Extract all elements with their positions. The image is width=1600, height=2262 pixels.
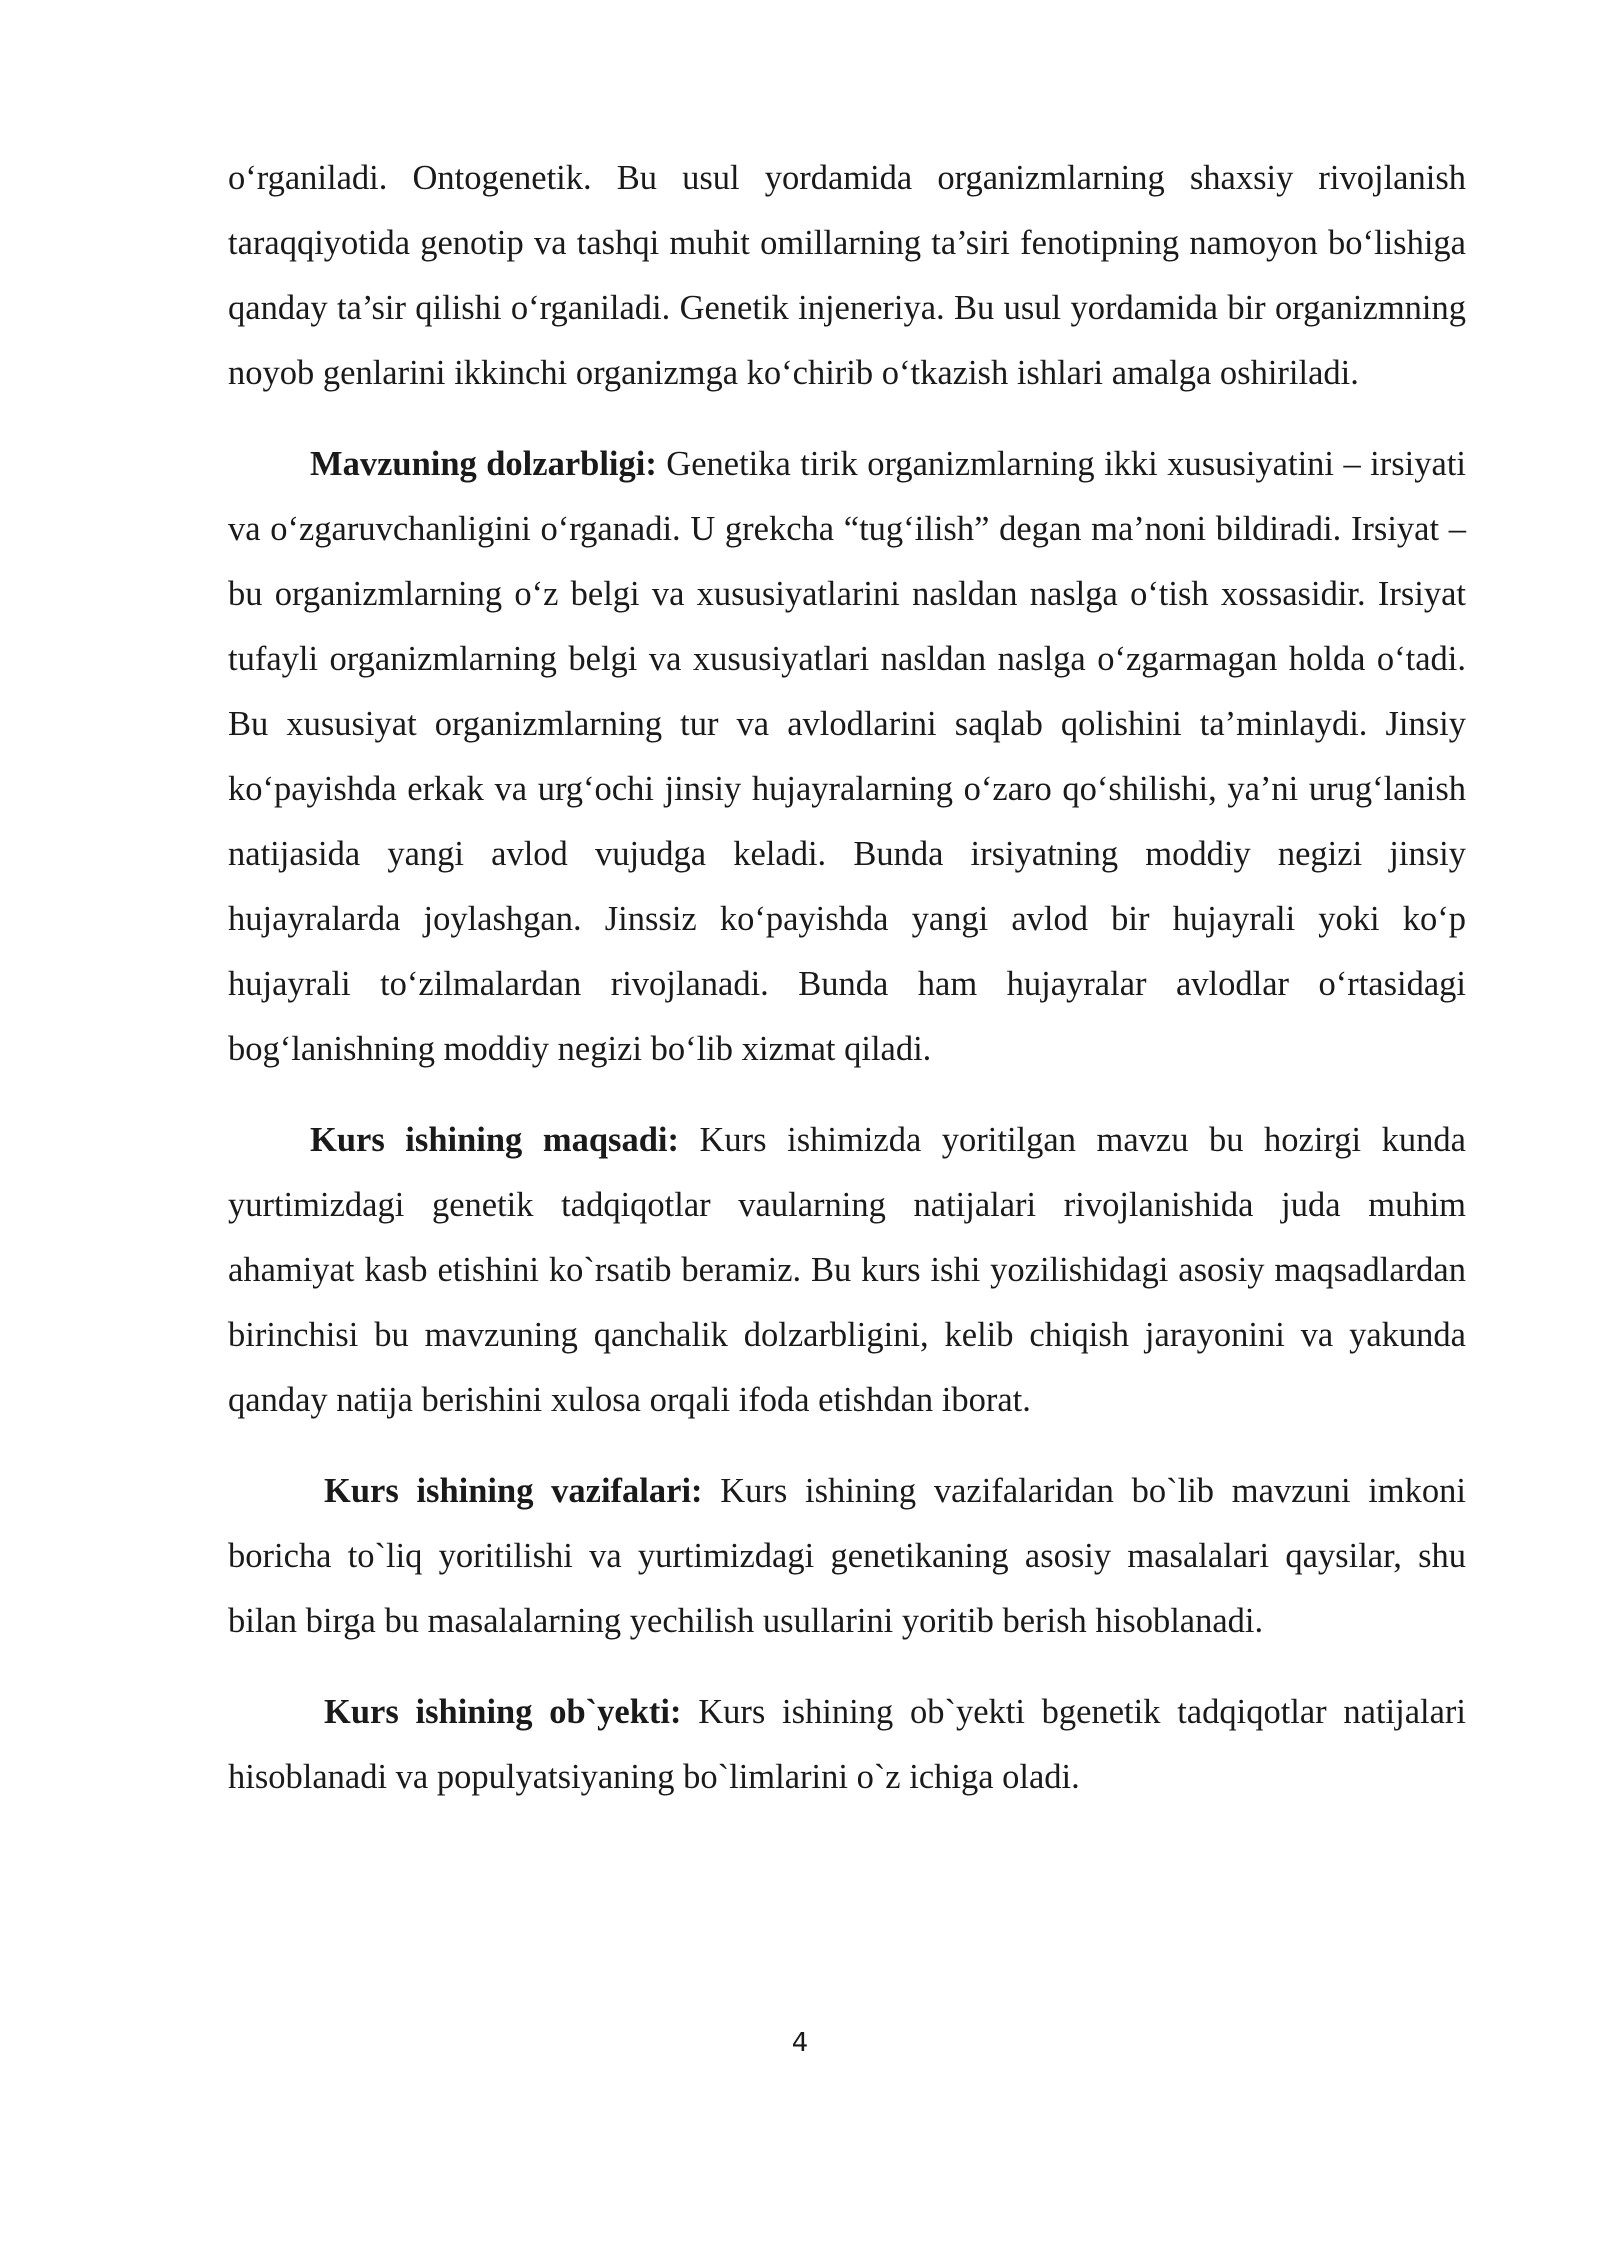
paragraph-methods-continued xyxy=(228,146,1466,406)
section-heading-goal: Kurs ishining maqsadi: xyxy=(310,1121,679,1159)
section-heading-relevance: Mavzuning dolzarbligi: xyxy=(310,445,657,483)
paragraph-text: Genetika tirik organizmlarning ikki xususiyatini – irsiyati va o‘zgaruvchanligini o‘rganadi. U grekcha “tug‘ilish” degan ma’noni bildiradi. Irsiyat – bu organizmlarning o‘z belgi va xususiyatlarini nasldan naslga o‘tish xossasidir. Irsiyat tufayli organizmlarning belgi va xususiyatlari nasldan naslga o‘zgarmagan holda o‘tadi. Bu xususiyat organizmlarning tur va avlodlarini saqlab qolishini ta’minlaydi. Jinsiy ko‘payishda erkak va urg‘ochi jinsiy hujayralarning o‘zaro qo‘shilishi, ya’ni urug‘lanish natijasida yangi avlod vujudga keladi. Bunda irsiyatning moddiy negizi jinsiy hujayralarda joylashgan. Jinssiz ko‘payishda yangi avlod bir hujayrali yoki ko‘p hujayrali to‘zilmalardan rivojlanadi. Bunda ham hujayralar avlodlar o‘rtasidagi bog‘lanishning moddiy negizi bo‘lib xizmat qiladi. xyxy=(228,445,1466,1068)
page-body xyxy=(228,146,1466,1810)
paragraph-text: Kurs ishining ob`yekti bgenetik tadqiqotlar natijalari hisoblanadi va populyatsiyaning bo`limlarini o`z ichiga oladi. xyxy=(228,1693,1467,1796)
paragraph-text: Kurs ishining vazifalaridan bo`lib mavzuni imkoni boricha to`liq yoritilishi va yurtimizdagi genetikaning asosiy masalalari qaysilar, shu bilan birga bu masalalarning yechilish usullarini yoritib berish hisoblanadi. xyxy=(228,1472,1466,1640)
section-heading-tasks: Kurs ishining vazifalari: xyxy=(324,1472,703,1510)
paragraph-relevance xyxy=(228,432,1466,1082)
paragraph-text: o‘rganiladi. Ontogenetik. Bu usul yordamida organizmlarning shaxsiy rivojlanish taraqqiyotida genotip va tashqi muhit omillarning ta’siri fenotipning namoyon bo‘lishiga qanday ta’sir qilishi o‘rganiladi. Genetik injeneriya. Bu usul yordamida bir organizmning noyob genlarini ikkinchi organizmga ko‘chirib o‘tkazish ishlari amalga oshiriladi. xyxy=(228,159,1466,392)
paragraph-goal xyxy=(228,1108,1466,1433)
section-heading-object: Kurs ishining ob`yekti: xyxy=(324,1693,682,1731)
paragraph-text: Kurs ishimizda yoritilgan mavzu bu hozirgi kunda yurtimizdagi genetik tadqiqotlar vaularning natijalari rivojlanishida juda muhim ahamiyat kasb etishini ko`rsatib beramiz. Bu kurs ishi yozilishidagi asosiy maqsadlardan birinchisi bu mavzuning qanchalik dolzarbligini, kelib chiqish jarayonini va yakunda qanday natija berishini xulosa orqali ifoda etishdan iborat. xyxy=(228,1121,1466,1419)
page-number: 4 xyxy=(791,2028,809,2058)
paragraph-tasks xyxy=(228,1459,1466,1654)
paragraph-object xyxy=(228,1680,1466,1810)
